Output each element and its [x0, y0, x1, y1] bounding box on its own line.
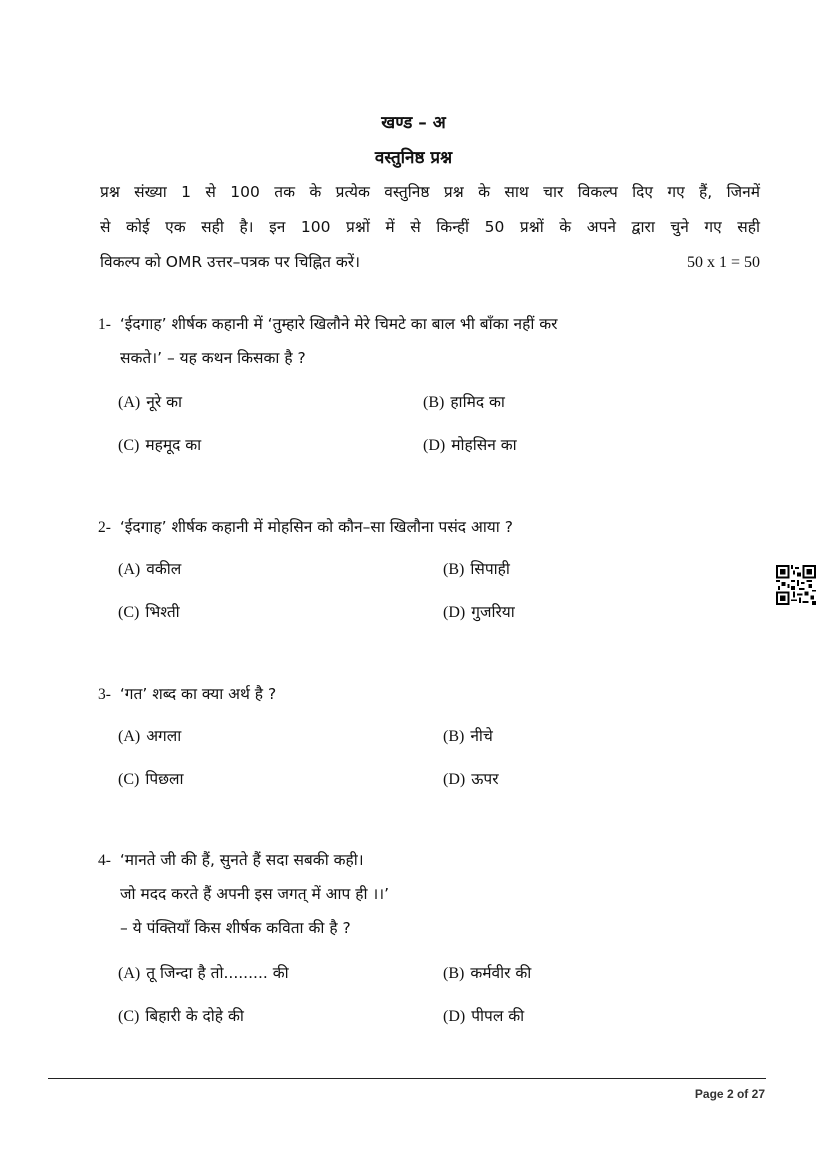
- current-page: 2: [726, 1087, 734, 1101]
- option-label: (C): [118, 771, 140, 788]
- option-4b[interactable]: [443, 961, 531, 983]
- question-2: [98, 515, 758, 537]
- option-label: (D): [423, 437, 446, 454]
- option-4a[interactable]: [118, 961, 289, 983]
- option-2c[interactable]: [118, 600, 180, 622]
- question-number: 1-: [98, 316, 111, 333]
- option-3c[interactable]: [118, 767, 184, 789]
- question-text-line: ‘ईदगाह’ शीर्षक कहानी में ‘तुम्हारे खिलौने मेरे चिमटे का बाल भी बाँका नहीं कर: [119, 315, 558, 333]
- option-3d[interactable]: [443, 767, 499, 789]
- instruction-line-3: [100, 245, 760, 280]
- option-text: मोहसिन का: [451, 436, 517, 454]
- instruction-line-3-text: विकल्प को OMR उत्तर–पत्रक पर चिह्नित करें।: [100, 253, 360, 271]
- option-2d[interactable]: [443, 600, 515, 622]
- question-number: 4-: [98, 852, 111, 869]
- option-label: (A): [118, 394, 141, 411]
- question-text-line: सकते।’ – यह कथन किसका है ?: [120, 349, 306, 367]
- option-text: सिपाही: [470, 560, 510, 578]
- question-text-line: ‘गत’ शब्द का क्या अर्थ है ?: [119, 685, 277, 703]
- option-1c[interactable]: [118, 433, 201, 455]
- option-text: बिहारी के दोहे की: [145, 1007, 244, 1025]
- instruction-line-1: प्रश्न संख्या 1 से 100 तक के प्रत्येक वस्तुनिष्ठ प्रश्न के साथ चार विकल्प दिए गए हैं, जिनमें: [100, 183, 760, 201]
- option-1a[interactable]: [118, 390, 182, 412]
- question-1: [98, 312, 758, 368]
- question-text-line: – ये पंक्तियाँ किस शीर्षक कविता की है ?: [120, 919, 351, 937]
- question-number: 3-: [98, 686, 111, 703]
- of-word: of: [736, 1087, 749, 1101]
- option-1b[interactable]: [423, 390, 505, 412]
- option-3a[interactable]: [118, 724, 181, 746]
- option-label: (A): [118, 965, 141, 982]
- option-text: तू जिन्दा है तो......... की: [146, 964, 289, 982]
- page-number: [695, 1087, 765, 1101]
- instructions: [100, 175, 760, 280]
- question-4: [98, 848, 758, 938]
- option-text: हामिद का: [450, 393, 505, 411]
- option-label: (D): [443, 604, 466, 621]
- option-text: गुजरिया: [471, 603, 515, 621]
- question-text-line: ‘मानते जी की हैं, सुनते हैं सदा सबकी कही।: [119, 851, 364, 869]
- question-text-line: ‘ईदगाह’ शीर्षक कहानी में मोहसिन को कौन–सा खिलौना पसंद आया ?: [119, 518, 513, 536]
- page-word: Page: [694, 1087, 724, 1101]
- option-label: (B): [443, 965, 465, 982]
- qr-code-icon: [776, 565, 816, 605]
- question-number: 2-: [98, 519, 111, 536]
- section-title: खण्ड – अ: [381, 113, 446, 133]
- option-4d[interactable]: [443, 1004, 524, 1026]
- option-label: (D): [443, 771, 466, 788]
- question-text-line: जो मदद करते हैं अपनी इस जगत् में आप ही ।।’: [120, 885, 390, 903]
- option-label: (B): [443, 728, 465, 745]
- option-label: (C): [118, 437, 140, 454]
- option-label: (A): [118, 561, 141, 578]
- footer-divider: [48, 1078, 766, 1079]
- option-label: (C): [118, 604, 140, 621]
- option-text: अगला: [146, 727, 182, 745]
- option-text: भिश्ती: [145, 603, 180, 621]
- option-label: (B): [423, 394, 445, 411]
- option-text: ऊपर: [471, 770, 499, 788]
- instruction-line-2: से कोई एक सही है। इन 100 प्रश्नों में से किन्हीं 50 प्रश्नों के अपने द्वारा चुने गए सही: [100, 218, 760, 236]
- option-4c[interactable]: [118, 1004, 244, 1026]
- option-label: (B): [443, 561, 465, 578]
- option-label: (A): [118, 728, 141, 745]
- option-text: पिछला: [145, 770, 184, 788]
- option-text: नीचे: [470, 727, 493, 745]
- option-text: महमूद का: [145, 436, 202, 454]
- total-pages: 27: [751, 1087, 765, 1101]
- option-text: कर्मवीर की: [470, 964, 532, 982]
- option-1d[interactable]: [423, 433, 517, 455]
- marks-allocation: 50 x 1 = 50: [686, 254, 760, 271]
- option-text: नूरे का: [146, 393, 183, 411]
- option-label: (C): [118, 1008, 140, 1025]
- question-3: [98, 682, 758, 704]
- option-2b[interactable]: [443, 557, 510, 579]
- option-text: पीपल की: [471, 1007, 525, 1025]
- option-text: वकील: [146, 560, 182, 578]
- option-label: (D): [443, 1008, 466, 1025]
- option-2a[interactable]: [118, 557, 181, 579]
- option-3b[interactable]: [443, 724, 493, 746]
- section-subtitle: वस्तुनिष्ठ प्रश्न: [374, 148, 453, 168]
